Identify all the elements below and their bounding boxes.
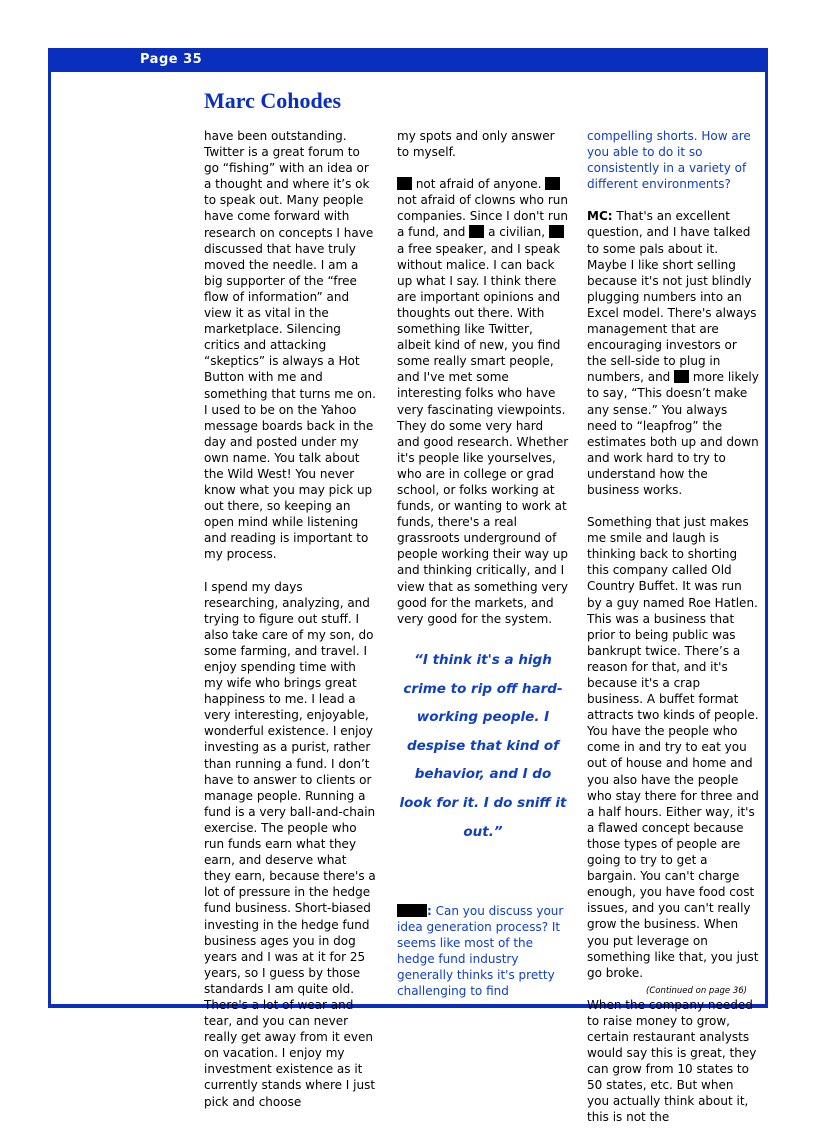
answer-paragraph-2: Something that just makes me smile and laugh is thinking back to shorting this company called Old Country Buffet. It was run by a guy named Roe Hatlen. This was a business that prior to being public was bankrupt twice. There’s a reason for that, and it's because it's a crap business. A buffet format attracts two kinds of people. You have the people who come in and try to eat you out of house and home and you also have the people who stay there for three and a half hours. Either way, it's a flawed concept because those types of people are going to try to get a bargain. You can't charge enough, you have food cost issues, and you can't really grow the business. When you put leverage on something like that, you just go broke. bbox=[587, 515, 759, 980]
question-continued: compelling shorts. How are you able to do it so consistently in a variety of different environments? bbox=[587, 129, 751, 192]
answer-paragraph-1 bbox=[587, 208, 759, 498]
answer-text-a: That's an excellent question, and I have talked to some pals about it. Maybe I like short selling because it's not just blindly plugging numbers into an Excel model. There's always management that are encouraging investors or the sell-side to plug in numbers, and bbox=[587, 209, 757, 385]
answer-text-b: more likely to say, “This doesn’t make any sense.” You always need to “leapfrog” the estimates both up and down and work hard to try to understand how the business works. bbox=[587, 370, 759, 497]
answer-paragraph-3: When the company needed to raise money to grow, certain restaurant analysts would say this is great, they can grow from 10 states to 50 states, etc. But when you actually think about it, this is not the bbox=[587, 997, 757, 1125]
interview-question bbox=[397, 903, 569, 1000]
col1-paragraph-1: have been outstanding. Twitter is a great forum to go “fishing” with an idea or a thought and where it’s ok to speak out. Many people have come forward with research on concepts I have discussed that have truly moved the needle. I am a big supporter of the “free flow of information” and view it as vital in the marketplace. Silencing critics and attacking “skeptics” is always a Hot Button with me and something that turns me on. I used to be on the Yahoo message boards back in the day and posted under my own name. You talk about the Wild West! You never know what you may pick up out there, so keeping an open mind while listening and reading is important to my process. bbox=[204, 129, 376, 562]
redaction-block bbox=[545, 177, 560, 190]
col2-text-b: not afraid of clowns who run companies. Since I don't run a fund, and bbox=[397, 193, 569, 240]
page-number: Page 35 bbox=[140, 52, 203, 67]
redaction-block bbox=[397, 904, 427, 917]
col1-paragraph-2: I spend my days researching, analyzing, and trying to figure out stuff. I also take care of my son, do some farming, and travel. I enjoy spending time with my wife who brings great happiness to me. I lead a very interesting, enjoyable, wonderful existence. I enjoy investing as a purist, rather than running a fund. I don’t have to answer to clients or manage people. Running a fund is a very ball-and-chain exercise. The people who run funds earn what they earn, and deserve what they earn, because there's a lot of pressure in the hedge fund business. Short-biased investing in the hedge fund business ages you in dog years and I was at it for 25 years, so I guess by those standards I am quite old. There's a lot of wear and tear, and you can never really get away from it even on vacation. I enjoy my investment existence as it currently stands where I just pick and choose bbox=[204, 579, 376, 1109]
speaker-label: MC: bbox=[587, 209, 613, 224]
column-2 bbox=[397, 128, 569, 643]
article-title: Marc Cohodes bbox=[204, 88, 342, 113]
question-colon: : bbox=[427, 904, 432, 918]
col2-paragraph-2 bbox=[397, 176, 569, 627]
col2-text-d: a free speaker, and I speak without malice. I can back up what I say. I think there are important opinions and thoughts out there. With something like Twitter, albeit kind of new, you find some really smart people, and I've met some interesting folks who have very fascinating viewpoints. They do some very hard and good research. Whether it's people like yourselves, who are in college or grad school, or folks working at funds, or wanting to work at funds, there's a real grassroots underground of people working their way up and thinking critically, and I view that as something very good for the markets, and very good for the system. bbox=[397, 241, 569, 626]
redaction-block bbox=[549, 225, 564, 238]
question-text: Can you discuss your idea generation process? It seems like most of the hedge fund industry generally thinks it's pretty challenging to find bbox=[397, 904, 564, 999]
redaction-block bbox=[397, 177, 412, 190]
col2-paragraph-1: my spots and only answer to myself. bbox=[397, 129, 555, 160]
col2-text-a: not afraid of anyone. bbox=[412, 177, 546, 192]
continued-note: (Continued on page 36) bbox=[646, 986, 747, 996]
redaction-block bbox=[469, 225, 484, 238]
pull-quote: “I think it's a high crime to rip off hard-working people. I despise that kind of behavior, and I do look for it. I do sniff it out.” bbox=[399, 652, 567, 840]
column-1 bbox=[204, 128, 376, 1126]
redaction-block bbox=[674, 370, 689, 383]
col2-text-c: a civilian, bbox=[484, 225, 549, 240]
